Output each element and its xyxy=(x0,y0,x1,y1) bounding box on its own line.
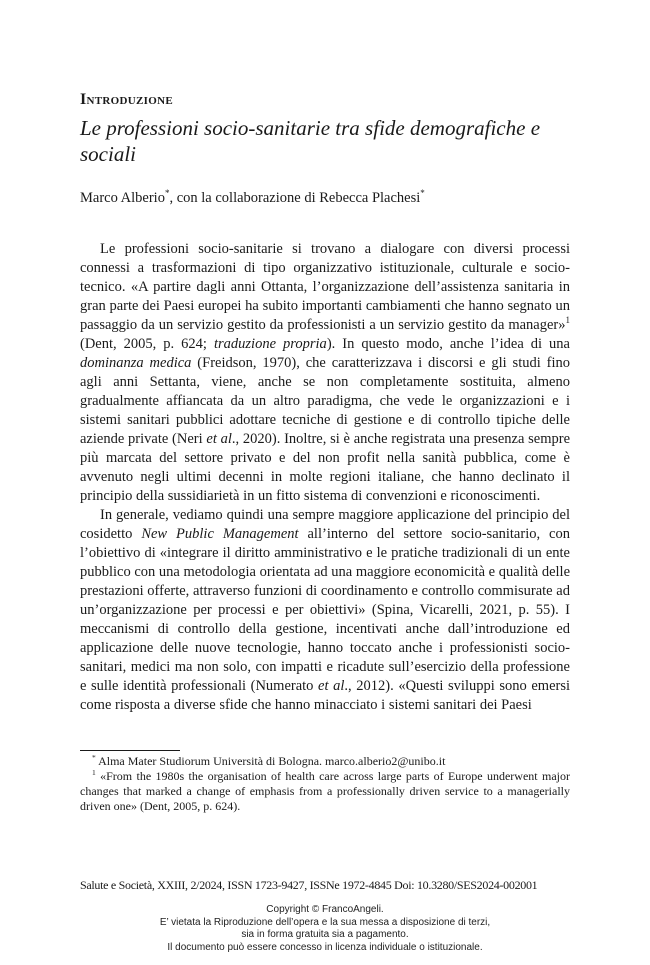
p2-emphasis-a: New Public Management xyxy=(141,526,299,542)
copyright-notice xyxy=(0,904,650,954)
p1-text-a: Le professioni socio-sanitarie si trovano a dialogare con diversi processi connessi a trasformazioni di tipo organizzativo istituzionale, culturale e socio-tecnico. «A partire dagli anni Ottanta, l’organizzazione dell’assistenza sanitaria in gran parte dei Paesi europei ha subito importanti cambiamenti che hanno segnato un passaggio da un servizio gestito da professionisti a un servizio gestito da manager» xyxy=(80,241,570,333)
footnote-affiliation-mark: * xyxy=(92,753,96,762)
journal-citation: Salute e Società, XXIII, 2/2024, ISSN 1723-9427, ISSNe 1972-4845 Doi: 10.3280/SES2024-002001 xyxy=(80,878,538,892)
copyright-line-4: Il documento può essere concesso in licenza individuale o istituzionale. xyxy=(167,941,483,953)
section-label: Introduzione xyxy=(80,91,173,108)
article-title: Le professioni socio-sanitarie tra sfide demografiche e sociali xyxy=(80,116,541,166)
copyright-line-2: E’ vietata la Riproduzione dell’opera e la sua messa a disposizione di terzi, xyxy=(159,916,491,928)
p2-text-a: In generale, vediamo quindi una sempre maggiore applicazione del principio del cosidetto xyxy=(80,507,570,542)
footnotes xyxy=(80,754,570,814)
copyright-line-1: Copyright © FrancoAngeli. xyxy=(266,904,384,915)
copyright-line-3: sia in forma gratuita sia a pagamento. xyxy=(241,929,409,940)
article-body xyxy=(80,240,570,715)
p1-text-d: (Freidson, 1970), che caratterizzava i discorsi e gli studi fino agli anni Settanta, viene, anche se non completamente sostituita, almeno gradualmente affiancata da un altro paradigma, che vede le organizzazioni e i sistemi sanitari pubblici adottare tecniche di gestione e di controllo tipiche delle aziende private (Neri xyxy=(80,355,570,447)
author-connector: , con la collaborazione di Rebecca Plachesi xyxy=(169,189,421,206)
p1-emphasis-b: traduzione propria xyxy=(213,336,327,352)
footnote-1-mark: 1 xyxy=(92,768,96,777)
p1-emphasis-c: dominanza medica xyxy=(80,355,192,371)
p1-emphasis-d: et al xyxy=(206,431,232,447)
author-affiliation-mark: * xyxy=(164,188,170,198)
p2-emphasis-b: et al xyxy=(318,678,345,694)
p1-text-c: ). In questo modo, anche l’idea di una xyxy=(326,336,570,352)
footnote-affiliation-text: Alma Mater Studiorum Università di Bologna. marco.alberio2@unibo.it xyxy=(95,754,446,768)
p1-text-e: ., 2020). Inoltre, si è anche registrata una presenza sempre più marcata del settore privato e del non profit nella sanità pubblica, come è avvenuto negli ultimi decenni in molte regioni italiane, che hanno declinato il principio della sussidiarietà in un fitto sistema di convenzioni e riconoscimenti. xyxy=(80,431,571,504)
footnote-affiliation xyxy=(80,754,570,769)
p2-text-c: ., 2012). «Questi sviluppi sono emersi come risposta a diverse sfide che hanno minacciato i sistemi sanitari dei Paesi xyxy=(80,678,571,713)
footnote-1 xyxy=(80,769,570,814)
footnote-separator xyxy=(80,750,180,751)
author-line xyxy=(80,188,425,207)
author-second-affiliation-mark: * xyxy=(420,188,425,198)
footnote-ref-1[interactable]: 1 xyxy=(565,315,570,326)
footnote-1-text: «From the 1980s the organisation of health care across large parts of Europe underwent major changes that marked a change of emphasis from a professionally driven service to a managerially driven one» (Dent, 2005, p. 624). xyxy=(80,769,570,813)
p1-text-b: (Dent, 2005, p. 624; xyxy=(80,336,214,352)
body-paragraph-2 xyxy=(80,506,570,715)
body-paragraph-1 xyxy=(80,240,570,506)
p2-text-b: all’interno del settore socio-sanitario, con l’obiettivo di «integrare il diritto amministrativo e le pratiche tradizionali di un ente pubblico con una metodologia orientata ad una maggiore economicità e qualità delle prestazioni offerte, attraverso funzioni di coordinamento e controllo commisurate ad un’organizzazione per processi e per obiettivi» (Spina, Vicarelli, 2021, p. 55). I meccanismi di controllo della gestione, incentivati anche dall’introduzione ed applicazione delle nuove tecnologie, hanno toccato anche i professionisti socio-sanitari, medici ma non solo, con impatti e ricadute sull’esercizio della professione e sulle identità professionali (Numerato xyxy=(80,526,571,694)
author-main: Marco Alberio xyxy=(80,189,165,206)
